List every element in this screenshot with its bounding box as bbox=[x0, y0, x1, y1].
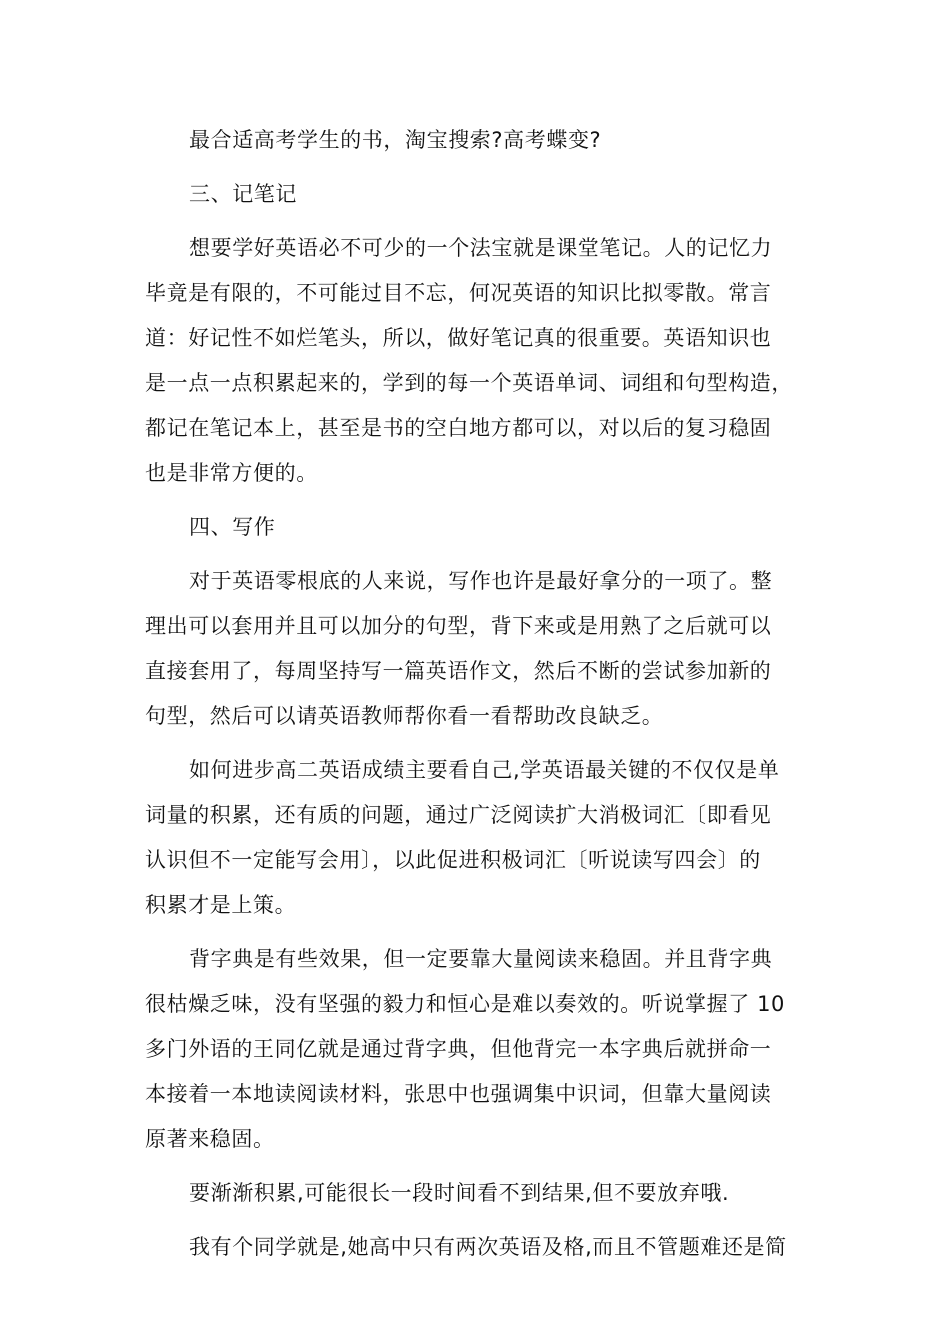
text-line: 词量的积累，还有质的问题，通过广泛阅读扩大消极词汇〔即看见 bbox=[145, 803, 772, 827]
text-line: 我有个同学就是,她高中只有两次英语及格,而且不管题难还是简 bbox=[189, 1235, 787, 1259]
text-line: 都记在笔记本上，甚至是书的空白地方都可以，对以后的复习稳固 bbox=[145, 416, 772, 440]
text-line: 想要学好英语必不可少的一个法宝就是课堂笔记。人的记忆力 bbox=[189, 236, 773, 260]
text-line: 要渐渐积累,可能很长一段时间看不到结果,但不要放弃哦. bbox=[189, 1181, 730, 1205]
text-line: 四、写作 bbox=[189, 515, 276, 539]
text-line: 最合适高考学生的书，淘宝搜索?高考蝶变? bbox=[189, 128, 602, 152]
text-line: 三、记笔记 bbox=[189, 182, 297, 206]
paragraph bbox=[145, 1225, 815, 1270]
text-line: 毕竟是有限的，不可能过目不忘，何况英语的知识比拟零散。常言 bbox=[145, 281, 772, 305]
text-line: 多门外语的王同亿就是通过背字典，但他背完一本字典后就拼命一 bbox=[145, 1037, 772, 1061]
text-line: 认识但不一定能写会用〕，以此促进积极词汇〔听说读写四会〕的 bbox=[145, 848, 761, 872]
paragraph bbox=[145, 226, 815, 496]
paragraph bbox=[145, 748, 815, 928]
text-line: 本接着一本地读阅读材料，张思中也强调集中识词，但靠大量阅读 bbox=[145, 1082, 772, 1106]
text-line: 原著来稳固。 bbox=[145, 1127, 275, 1151]
paragraph bbox=[145, 559, 815, 739]
section-heading bbox=[145, 505, 815, 550]
text-line: 很枯燥乏味，没有坚强的毅力和恒心是难以奏效的。听说掌握了 10 bbox=[145, 992, 785, 1016]
text-line: 积累才是上策。 bbox=[145, 893, 297, 917]
paragraph bbox=[145, 1171, 815, 1216]
text-line: 也是非常方便的。 bbox=[145, 461, 318, 485]
section-heading bbox=[145, 172, 815, 217]
document-body bbox=[145, 118, 815, 1270]
paragraph bbox=[145, 118, 815, 163]
text-line: 是一点一点积累起来的，学到的每一个英语单词、词组和句型构造， bbox=[145, 371, 793, 395]
text-line: 对于英语零根底的人来说，写作也许是最好拿分的一项了。整 bbox=[189, 569, 773, 593]
text-line: 背字典是有些效果，但一定要靠大量阅读来稳固。并且背字典 bbox=[189, 947, 773, 971]
text-line: 句型，然后可以请英语教师帮你看一看帮助改良缺乏。 bbox=[145, 704, 664, 728]
text-line: 理出可以套用并且可以加分的句型，背下来或是用熟了之后就可以 bbox=[145, 614, 772, 638]
text-line: 如何进步高二英语成绩主要看自己,学英语最关键的不仅仅是单 bbox=[189, 758, 780, 782]
text-line: 道：好记性不如烂笔头，所以，做好笔记真的很重要。英语知识也 bbox=[145, 326, 772, 350]
text-line: 直接套用了，每周坚持写一篇英语作文，然后不断的尝试参加新的 bbox=[145, 659, 772, 683]
paragraph bbox=[145, 937, 815, 1162]
